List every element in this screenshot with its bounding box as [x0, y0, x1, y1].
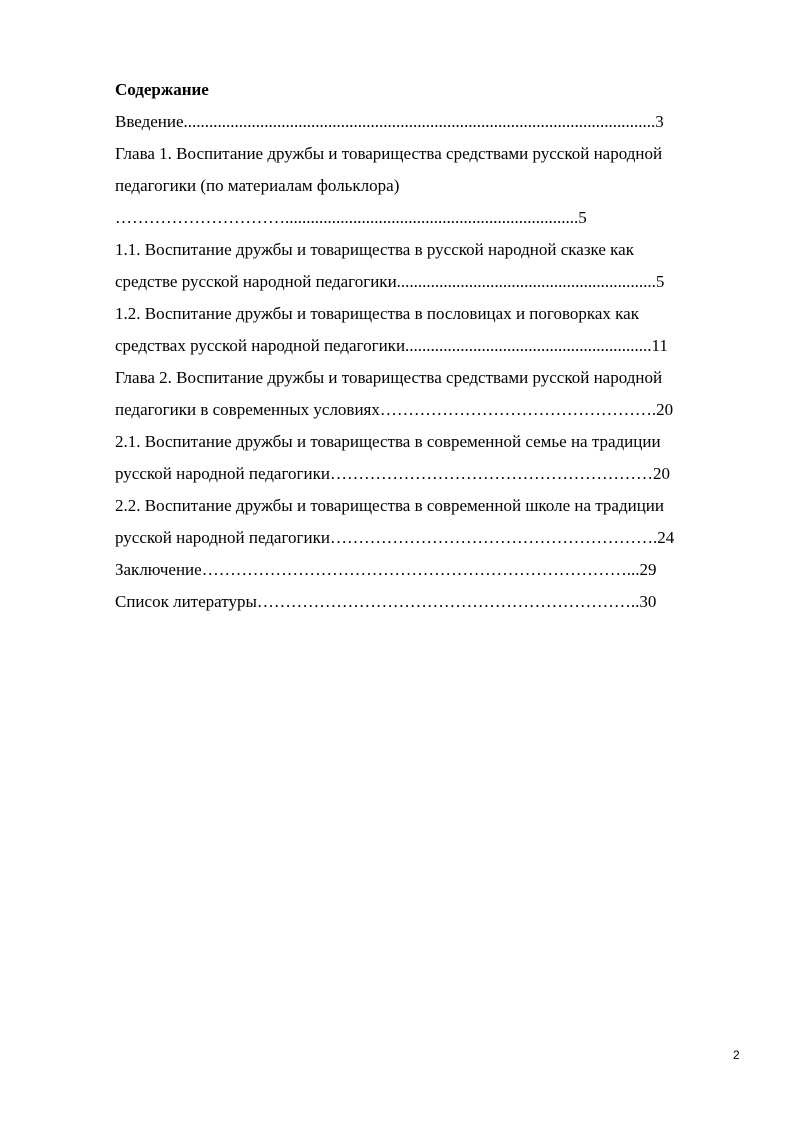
toc-line: Глава 1. Воспитание дружбы и товарищества средствами русской народной [115, 144, 663, 163]
toc-line: 2.2. Воспитание дружбы и товарищества в современной школе на традиции [115, 496, 664, 515]
toc-line: 1.1. Воспитание дружбы и товарищества в русской народной сказке как [115, 240, 634, 259]
toc-line: педагогики в современных условиях………………………………………….20 [115, 400, 674, 419]
toc-line: Список литературы…………………………………………………………..30 [115, 592, 657, 611]
toc-line: Введение...............................................................................................................3 [115, 112, 664, 131]
toc-line: русской народной педагогики………………………………………………….24 [115, 528, 675, 547]
table-of-contents [115, 74, 745, 618]
toc-line: Глава 2. Воспитание дружбы и товарищества средствами русской народной [115, 368, 663, 387]
toc-line: 2.1. Воспитание дружбы и товарищества в современной семье на традиции [115, 432, 661, 451]
toc-line: русской народной педагогики…………………………………………………20 [115, 464, 670, 483]
page-number: 2 [733, 1048, 740, 1062]
toc-line: 1.2. Воспитание дружбы и товарищества в пословицах и поговорках как [115, 304, 639, 323]
toc-line: педагогики (по материалам фольклора) [115, 176, 400, 195]
toc-line: Заключение…………………………………………………………………...29 [115, 560, 657, 579]
toc-title: Содержание [115, 80, 209, 99]
toc-line: средствах русской народной педагогики..........................................................11 [115, 336, 668, 355]
toc-line: ………………………….....................................................................5 [115, 208, 587, 227]
toc-line: средстве русской народной педагогики.............................................................5 [115, 272, 665, 291]
